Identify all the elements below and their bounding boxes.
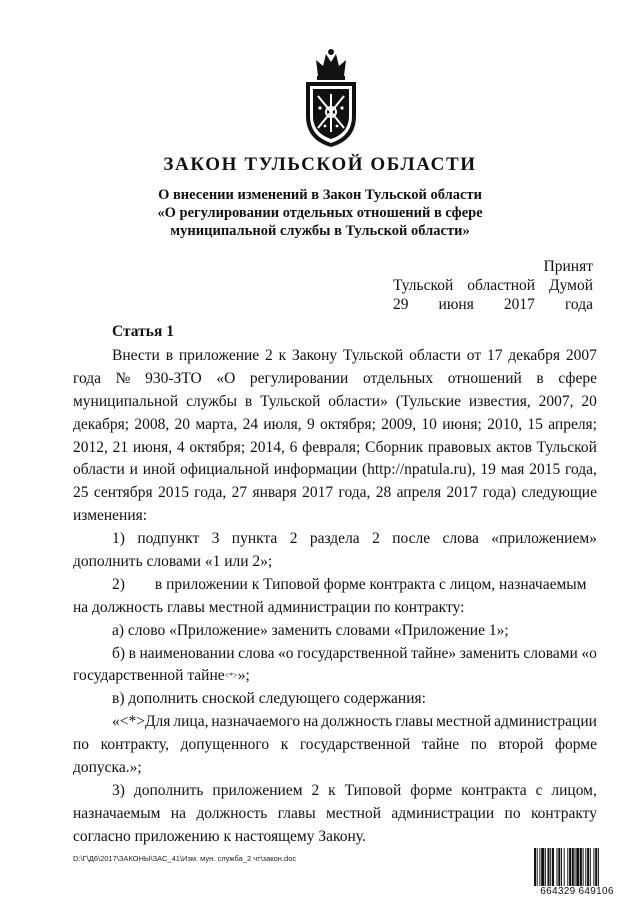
word: 15 [527, 415, 543, 433]
word: с [535, 781, 543, 799]
word: 2015 [529, 461, 561, 479]
word: словами [523, 644, 578, 662]
barcode-bar [580, 848, 582, 886]
barcode-bar [575, 848, 576, 886]
text: »; [237, 667, 250, 685]
word: к [328, 781, 336, 799]
word: года, [194, 484, 227, 502]
word: правовых [427, 438, 492, 456]
barcode-bar [583, 848, 584, 886]
word: 2007, [538, 392, 574, 410]
barcode-bar [545, 848, 546, 886]
word: после [392, 530, 431, 548]
adoption-block [393, 257, 593, 314]
word: 27 [231, 484, 248, 502]
word: назначаемого [211, 713, 301, 731]
word: 21 [112, 438, 129, 456]
text: а) слово «Приложение» заменить словами «Приложение 1»; [112, 621, 509, 639]
word: Тульской [260, 392, 321, 410]
word: июня [438, 296, 474, 313]
word: 2015 [157, 484, 189, 502]
text: на должность главы местной администрации по контракту: [73, 598, 465, 616]
item-1-line [73, 528, 597, 551]
word: контракту, [100, 736, 169, 754]
word: должность [196, 804, 268, 822]
word: форме [410, 781, 453, 799]
text-line [73, 437, 597, 460]
text-line [73, 368, 597, 391]
word: Тульской [393, 277, 454, 294]
word: дополнить [133, 781, 204, 799]
word: Тульской [536, 438, 597, 456]
footnote-mark: <*> [224, 671, 238, 681]
word: в [165, 347, 174, 364]
text-line [73, 757, 597, 780]
word: «приложением» [491, 530, 597, 548]
adopted-by [393, 276, 593, 295]
text: изменения: [73, 507, 148, 525]
word: Типовой [344, 781, 402, 799]
word: на [303, 713, 319, 731]
intro-paragraph [73, 345, 597, 505]
text: дополнить словами «1 или 2»; [73, 553, 273, 571]
word: 20 [581, 392, 597, 410]
text: в) дополнить сноской следующего содержания: [112, 690, 426, 708]
word: области» [328, 392, 388, 410]
item-number: 2) [112, 575, 125, 593]
word: декабря [508, 347, 561, 364]
word: (http://npatula.ru), [361, 461, 476, 479]
word: регулировании [249, 369, 349, 387]
word: декабря; [73, 415, 130, 433]
item-3-line [73, 780, 597, 803]
word: тайне» [411, 644, 457, 662]
word: должность [321, 713, 393, 731]
word: 2 [265, 347, 273, 364]
text-line [73, 597, 597, 620]
word: в [244, 392, 253, 410]
word: № [115, 369, 131, 387]
barcode-bar [548, 848, 550, 886]
barcode-bar [567, 848, 568, 886]
word: (Тульские [395, 392, 462, 410]
barcode-bar [590, 848, 591, 886]
word: 2 [311, 781, 320, 799]
word: 2017 [503, 296, 535, 313]
word: иной [142, 461, 176, 479]
word: 19 [480, 461, 496, 479]
text: согласно приложению к настоящему Закону. [73, 827, 366, 845]
word: пункта [231, 530, 278, 548]
text-line [73, 505, 597, 528]
word: государственной [299, 736, 411, 754]
word: апреля [396, 484, 442, 502]
text: в приложении к Типовой форме контракта с лицом, назначаемым [154, 575, 587, 593]
word: 2 [372, 530, 380, 548]
word: октября; [189, 438, 246, 456]
text: государственной тайне [73, 667, 225, 685]
word: контракта [461, 781, 527, 799]
word: 10 [421, 415, 437, 433]
word: «о [278, 644, 294, 662]
sub-a-line [73, 620, 597, 643]
word: 6 [289, 438, 298, 456]
word: 2012, [73, 438, 108, 456]
word: к [278, 347, 287, 364]
coat-of-arms-icon [298, 46, 364, 150]
sub-c-line [73, 688, 597, 711]
word: 2009, [381, 415, 417, 433]
subtitle-line: «О регулировании отдельных отношений в сфере [157, 205, 483, 221]
word: допущенного [180, 736, 270, 754]
word: приложением [212, 781, 303, 799]
item-number: 1) [112, 530, 125, 548]
word: года) [482, 484, 516, 502]
barcode-bar [537, 848, 538, 886]
word: 2017 [302, 484, 334, 502]
text-line [73, 665, 597, 688]
barcode-bar [534, 848, 536, 886]
word: июня; [442, 415, 482, 433]
word: 20 [174, 415, 191, 433]
word: администрации [391, 804, 495, 822]
word: и [129, 461, 138, 479]
word: подпункт [137, 530, 200, 548]
word: б) [112, 644, 126, 662]
word: по [504, 804, 521, 822]
word: следующие [521, 484, 597, 502]
barcode-bar [569, 848, 571, 886]
word: местной [325, 804, 382, 822]
word: марта, [195, 415, 238, 433]
barcode-bar [587, 848, 589, 886]
word: слова [442, 530, 479, 548]
word: государственной [297, 644, 408, 662]
word: отдельных [362, 369, 434, 387]
barcode-bar [564, 848, 565, 886]
barcode-bar [576, 848, 579, 886]
word: года, [338, 484, 371, 502]
word: областной [467, 277, 536, 294]
word: 2 [289, 530, 298, 548]
footnote-line [73, 711, 597, 734]
word: февраля; [302, 438, 361, 456]
text-line [73, 551, 597, 574]
word: января [252, 484, 297, 502]
law-subtitle [0, 186, 640, 240]
word: мая [500, 461, 525, 479]
barcode-bar [557, 848, 558, 886]
barcode-bar [595, 848, 597, 886]
text-line [73, 459, 597, 482]
word: информации [273, 461, 358, 479]
file-path: D:\Г\Д6\2017\ЗАКОНЫ\ЗАС_41\Изм. мун. служба_2 чт\закон.doc [73, 854, 297, 863]
word: области [409, 347, 461, 364]
word: года [73, 369, 102, 387]
word: от [466, 347, 482, 364]
word: 17 [486, 347, 503, 364]
sub-b-line [73, 643, 597, 666]
word: Тульской [343, 347, 404, 364]
word: на [170, 804, 186, 822]
word: 2008, [134, 415, 170, 433]
word: 24 [242, 415, 259, 433]
word: к [280, 736, 289, 754]
word: лицом, [551, 781, 597, 799]
word: 9 [306, 415, 315, 433]
word: июля, [263, 415, 302, 433]
word: главы [395, 713, 434, 731]
word: сентября [93, 484, 153, 502]
word: Закону [291, 347, 338, 364]
word: 2017 [446, 484, 478, 502]
text-line [73, 826, 597, 849]
barcode-bar [539, 848, 540, 886]
word: 2007 [565, 347, 597, 364]
barcode-bar [550, 848, 551, 886]
barcode-bar [598, 848, 599, 886]
barcode-number: 664329 649106 [540, 886, 614, 897]
word: года [564, 296, 593, 313]
word: наименовании [139, 644, 235, 662]
word: Сборник [365, 438, 424, 456]
text-line [73, 482, 597, 505]
word: Думой [549, 277, 593, 294]
text: допуска.»; [73, 759, 142, 777]
barcode-bar [558, 848, 560, 886]
word: октября; [320, 415, 376, 433]
word: Внести [112, 347, 160, 364]
word: раздела [309, 530, 360, 548]
word: заменить [459, 644, 520, 662]
adopted-label: Принят [543, 258, 593, 275]
word: отношений [447, 369, 522, 387]
word: тайне [421, 736, 460, 754]
word: назначаемым [73, 804, 161, 822]
word: приложение [178, 347, 260, 364]
adopted-date [393, 295, 593, 314]
word: июня, [132, 438, 173, 456]
text-line [73, 345, 597, 368]
word: контракту [530, 804, 597, 822]
footnote-line [73, 734, 597, 757]
word: службы [186, 392, 238, 410]
word: лица, [173, 713, 209, 731]
word: 2010, [487, 415, 523, 433]
word: «о [581, 644, 597, 662]
barcode-bar [585, 848, 586, 886]
word: известия, [468, 392, 531, 410]
subtitle-line: О внесении изменений в Закон Тульской области [158, 187, 482, 203]
word: форме [555, 736, 597, 754]
text-line [73, 414, 597, 437]
word: 4 [176, 438, 185, 456]
subtitle-line: муниципальной службы в Тульской области» [170, 223, 470, 239]
word: местной [436, 713, 492, 731]
word: по [73, 736, 90, 754]
word: по [470, 736, 487, 754]
word: официальной [180, 461, 269, 479]
word: 2014, [250, 438, 285, 456]
word: «<*>Для [112, 713, 171, 731]
barcode-icon [534, 848, 620, 886]
article-body [73, 345, 597, 849]
word: второй [498, 736, 544, 754]
word: главы [277, 804, 316, 822]
word: 25 [73, 484, 89, 502]
word: в [536, 369, 544, 387]
word: «О [216, 369, 236, 387]
word: 930-ЗТО [145, 369, 202, 387]
article-title: Статья 1 [112, 323, 174, 340]
barcode-bar [552, 848, 554, 886]
word: 29 [393, 296, 409, 313]
word: апреля; [548, 415, 597, 433]
law-title: ЗАКОН ТУЛЬСКОЙ ОБЛАСТИ [163, 154, 477, 175]
word: муниципальной [73, 392, 179, 410]
barcode-bar [541, 848, 544, 886]
item-2-line [73, 574, 597, 597]
text-line [73, 391, 597, 414]
barcode-bar [561, 848, 562, 886]
barcode-bar [593, 848, 594, 886]
word: слова [238, 644, 275, 662]
word: администрации [494, 713, 597, 731]
item-number: 3) [112, 781, 125, 799]
word: в [128, 644, 136, 662]
barcode-bar [572, 848, 574, 886]
word: сфере [558, 369, 597, 387]
word: области [73, 461, 125, 479]
word: актов [496, 438, 532, 456]
word: 28 [375, 484, 392, 502]
text-line [73, 803, 597, 826]
word: года, [565, 461, 597, 479]
word: 3 [211, 530, 220, 548]
